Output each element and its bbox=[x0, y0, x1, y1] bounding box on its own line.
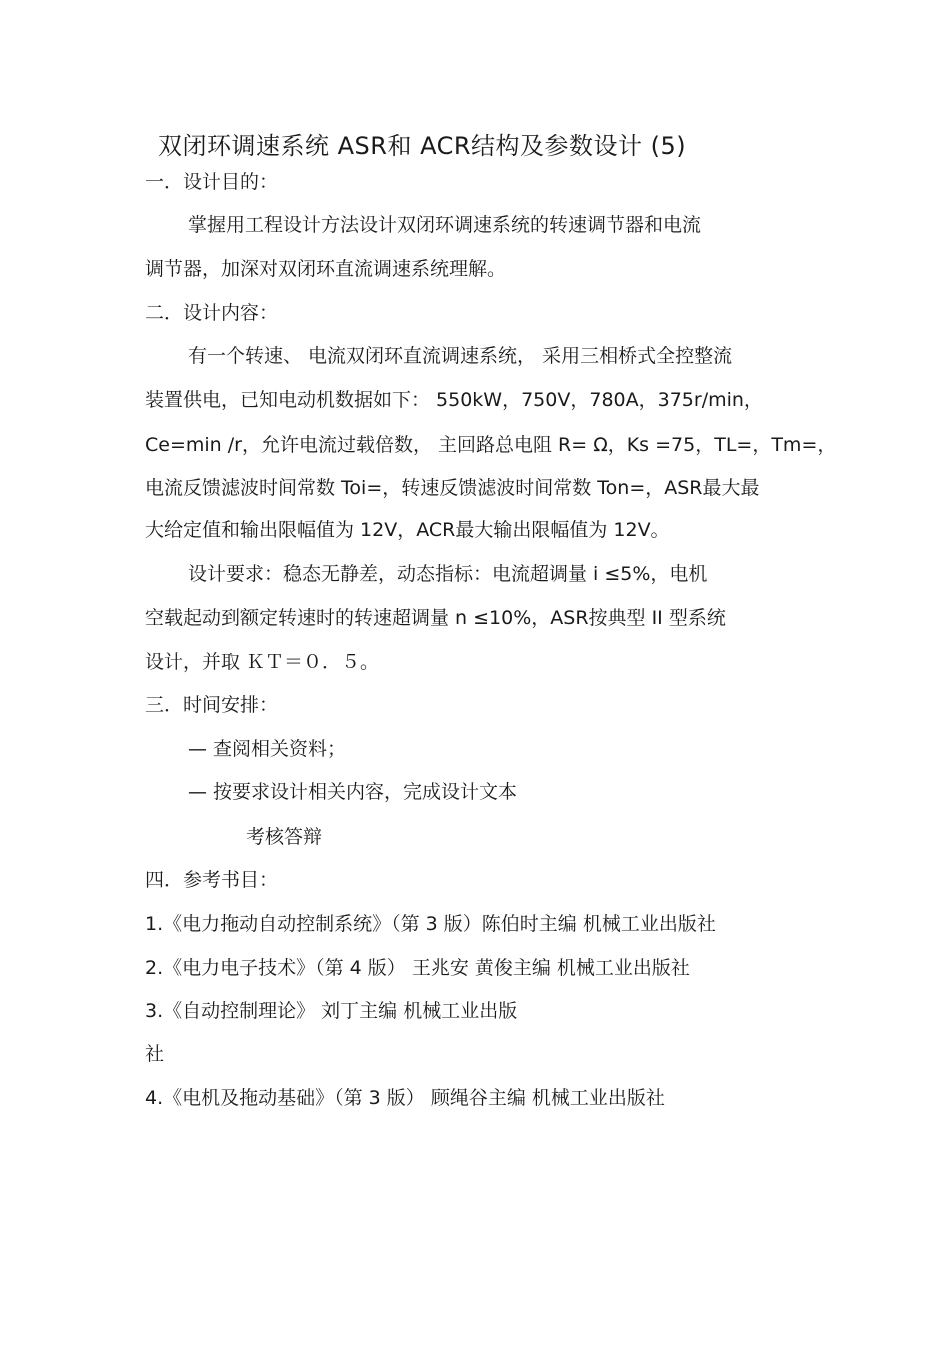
section-2-paragraph-line-1: 有一个转速、 电流双闭环直流调速系统， 采用三相桥式全控整流 bbox=[188, 345, 733, 367]
reference-4: 4.《电机及拖动基础》（第 3 版） 顾绳谷主编 机械工业出版社 bbox=[145, 1087, 665, 1109]
section-2-paragraph-line-3: Ce=min /r，允许电流过载倍数， 主回路总电阻 R= Ω，Ks =75，TL=，Tm=， bbox=[145, 434, 837, 456]
section-3-item-2: — 按要求设计相关内容，完成设计文本 bbox=[188, 781, 518, 803]
section-3-item-1: — 查阅相关资料； bbox=[188, 738, 347, 760]
section-2-heading: 二．设计内容： bbox=[145, 302, 279, 324]
reference-3: 3.《自动控制理论》 刘丁主编 机械工业出版 bbox=[145, 1000, 518, 1022]
section-1-heading: 一．设计目的： bbox=[145, 171, 279, 193]
reference-1: 1.《电力拖动自动控制系统》（第 3 版）陈伯时主编 机械工业出版社 bbox=[145, 913, 716, 935]
section-2-requirements-line-2: 空载起动到额定转速时的转速超调量 n ≤10%，ASR按典型 II 型系统 bbox=[145, 607, 726, 629]
section-3-heading: 三．时间安排： bbox=[145, 694, 279, 716]
section-1-paragraph-line-1: 掌握用工程设计方法设计双闭环调速系统的转速调节器和电流 bbox=[188, 214, 702, 236]
section-4-heading: 四．参考书目： bbox=[145, 869, 279, 891]
section-3-item-3: 考核答辩 bbox=[246, 826, 323, 848]
reference-3-continuation: 社 bbox=[145, 1043, 165, 1065]
section-1-paragraph-line-2: 调节器，加深对双闭环直流调速系统理解。 bbox=[145, 258, 507, 280]
section-2-paragraph-line-5: 大给定值和输出限幅值为 12V，ACR最大输出限幅值为 12V。 bbox=[145, 519, 670, 541]
document-title: 双闭环调速系统 ASR和 ACR结构及参数设计 (5) bbox=[158, 132, 687, 160]
section-2-paragraph-line-4: 电流反馈滤波时间常数 Toi=，转速反馈滤波时间常数 Ton=，ASR最大最 bbox=[145, 477, 760, 499]
section-2-requirements-line-3: 设计，并取 ＫＴ＝０．５。 bbox=[145, 651, 380, 673]
section-2-paragraph-line-2: 装置供电，已知电动机数据如下： 550kW，750V，780A，375r/min， bbox=[145, 389, 763, 411]
section-2-requirements-line-1: 设计要求：稳态无静差，动态指标：电流超调量 i ≤5%，电机 bbox=[188, 563, 708, 585]
reference-2: 2.《电力电子技术》（第 4 版） 王兆安 黄俊主编 机械工业出版社 bbox=[145, 957, 690, 979]
